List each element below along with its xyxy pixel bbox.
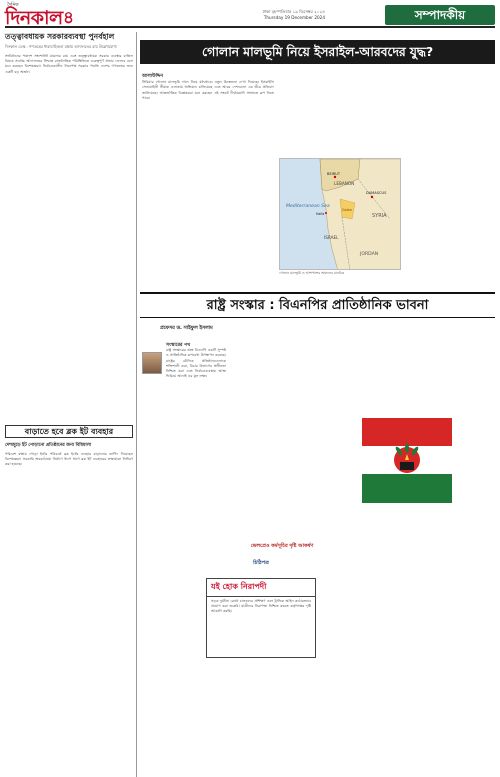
- left-article-text: [5, 54, 133, 426]
- reform-col-2: [230, 335, 292, 538]
- letters-section-title: চিঠিপত্র: [253, 560, 269, 566]
- block-brick-text: [5, 452, 133, 777]
- logo-tagline: দৈনিক: [7, 2, 19, 8]
- left-byline: দিনকাল ডেস্ক : গণতন্ত্রের ধারাবাহিকতা রক্ষায় আদালতের রায় উল্লেখযোগ্য: [5, 44, 117, 49]
- block-brick-headline: বাড়াতে হবে ব্লক ইট ব্যবহার: [5, 425, 133, 438]
- block-brick-paragraph: পরিবেশ রক্ষায় পোড়া ইটের পরিবর্তে ব্লক ইটের ব্যবহার বাড়ানোর তাগিদ দিয়েছেন বিশেষজ্ঞরা। সরকারি অবকাঠামো নির্মাণে ধাপে ধাপে ব্লক ইট ব্যবহারের লক্ষ্যমাত্রা নির্ধারণ করা হয়েছে।: [5, 452, 133, 467]
- reform-col-4: [405, 335, 495, 775]
- golan-col-3: [405, 80, 495, 288]
- map-label-israel: ISRAEL: [324, 235, 339, 240]
- letters-title: যই হোক নিরাপদী: [207, 579, 315, 597]
- date-bangla: ঢাকা বৃহস্পতিবার ১৯ ডিসেম্বর ২০২৪: [262, 9, 325, 14]
- reform-col-3: [296, 335, 358, 538]
- date-english: Thursday 19 December 2024: [263, 15, 325, 20]
- reform-author: প্রফেসর ড. সাইফুল ইসলাম: [160, 326, 213, 331]
- left-headline: তত্ত্বাবধায়ক সরকারব্যবস্থা পুনর্বহাল: [5, 32, 115, 41]
- map-label-jordan: JORDAN: [360, 252, 379, 257]
- section-title: সম্পাদকীয়: [385, 5, 495, 25]
- map-caption: গোলান মালভূমি ও আশপাশের অঞ্চলের মানচিত্র: [279, 271, 345, 275]
- party-flag-illustration: [362, 418, 452, 503]
- golan-map: [279, 158, 401, 270]
- letters-paragraph: সড়ক দুর্ঘটনা রোধে চালকদের প্রশিক্ষণ এবং ট্রাফিক আইন কঠোরভাবে প্রয়োগ করা জরুরি। যাত্রীদের নিরাপত্তা নিশ্চিত করতে কর্তৃপক্ষের দৃষ্টি আকর্ষণ করছি।: [211, 599, 311, 614]
- page-number: ৪: [63, 8, 75, 28]
- reform-paragraph: রাষ্ট্র সংস্কারের প্রশ্নে বিএনপি একটি সুস্পষ্ট ও প্রাতিষ্ঠানিক রূপরেখা উপস্থাপন করেছে। রাষ্ট্রের মৌলিক প্রতিষ্ঠানগুলোকে শক্তিশালী করা, বিচার বিভাগের স্বাধীনতা নিশ্চিত করা এবং নির্বাচনব্যবস্থায় আস্থা ফিরিয়ে আনাই এর মূল লক্ষ্য।: [166, 348, 226, 379]
- map-label-haifa: Haifa: [316, 212, 325, 216]
- map-label-syria: SYRIA: [372, 213, 387, 219]
- golan-col-2: [279, 80, 401, 154]
- reform-col-1: [166, 348, 226, 538]
- map-label-sea: Mediterranean Sea: [286, 204, 330, 209]
- golan-headline: গোলান মালভূমি নিয়ে ইসরাইল-আরবদের যুদ্ধ?: [140, 40, 495, 64]
- author-photo: [142, 352, 162, 374]
- block-brick-sub: দেশজুড়ে ইট পোড়ানো প্রতিষ্ঠানের জন্য বিধিমালা: [5, 443, 92, 448]
- golan-paragraph: সিরিয়ার গোলান মালভূমি দখল নিয়ে মধ্যপ্রাচ্যে নতুন উত্তেজনা দেখা দিয়েছে। ইসরাইলি সেনাবাহিনী সীমান্ত এলাকায় অভিযান চালিয়েছে এবং আরব দেশগুলো এর তীব্র প্রতিবাদ জানিয়েছে। আন্তর্জাতিক বিশ্লেষকরা মনে করছেন এই সংকট দীর্ঘমেয়াদি সংঘাতে রূপ নিতে পারে।: [142, 80, 274, 100]
- reform-box-head: ভেলপ্রেও কর্মসূচির দৃষ্টি আকর্ষণ: [250, 543, 314, 549]
- date-block: [205, 9, 325, 21]
- reform-intro-head: সংস্কারের পথ: [166, 343, 191, 348]
- letters-box: [206, 578, 316, 658]
- golan-col-1: [142, 80, 274, 288]
- letters-col-2: [320, 578, 402, 775]
- masthead: [5, 4, 495, 28]
- map-label-damascus: DAMASCUS: [366, 191, 387, 195]
- block-brick-article: [5, 442, 133, 777]
- letters-text: [207, 597, 315, 659]
- left-paragraph: সংবিধানের পঞ্চদশ সংশোধনী মামলার রায় এবং তত্ত্বাবধায়ক সরকার ব্যবস্থার বাতিল বিষয়ে সর্বোচ্চ আদালতের সিদ্ধান্ত রাজনৈতিক পরিস্থিতিতে গুরুত্বপূর্ণ প্রভাব ফেলবে বলে মনে করছেন বিশেষজ্ঞরা। নির্বাচনকালীন নিরপেক্ষ সরকার পদ্ধতি দেশের গণতন্ত্রের জন্য একটি বড় অর্জন।: [5, 54, 133, 74]
- column-divider: [136, 32, 137, 777]
- map-label-golan: Golan: [342, 208, 352, 212]
- logo-text: দিনকাল: [5, 7, 63, 29]
- left-column: [5, 32, 133, 426]
- golan-author: আলাউদ্দিন: [142, 74, 164, 79]
- map-label-beirut: BEIRUT: [327, 172, 341, 176]
- letters-col-1b: [206, 662, 316, 775]
- reform-headline: রাষ্ট্র সংস্কার : বিএনপির প্রাতিষ্ঠানিক ভাবনা: [140, 292, 495, 318]
- map-label-lebanon: LEBANON: [334, 181, 355, 186]
- map-graphic: [280, 159, 401, 270]
- reform-col-0: [142, 380, 162, 775]
